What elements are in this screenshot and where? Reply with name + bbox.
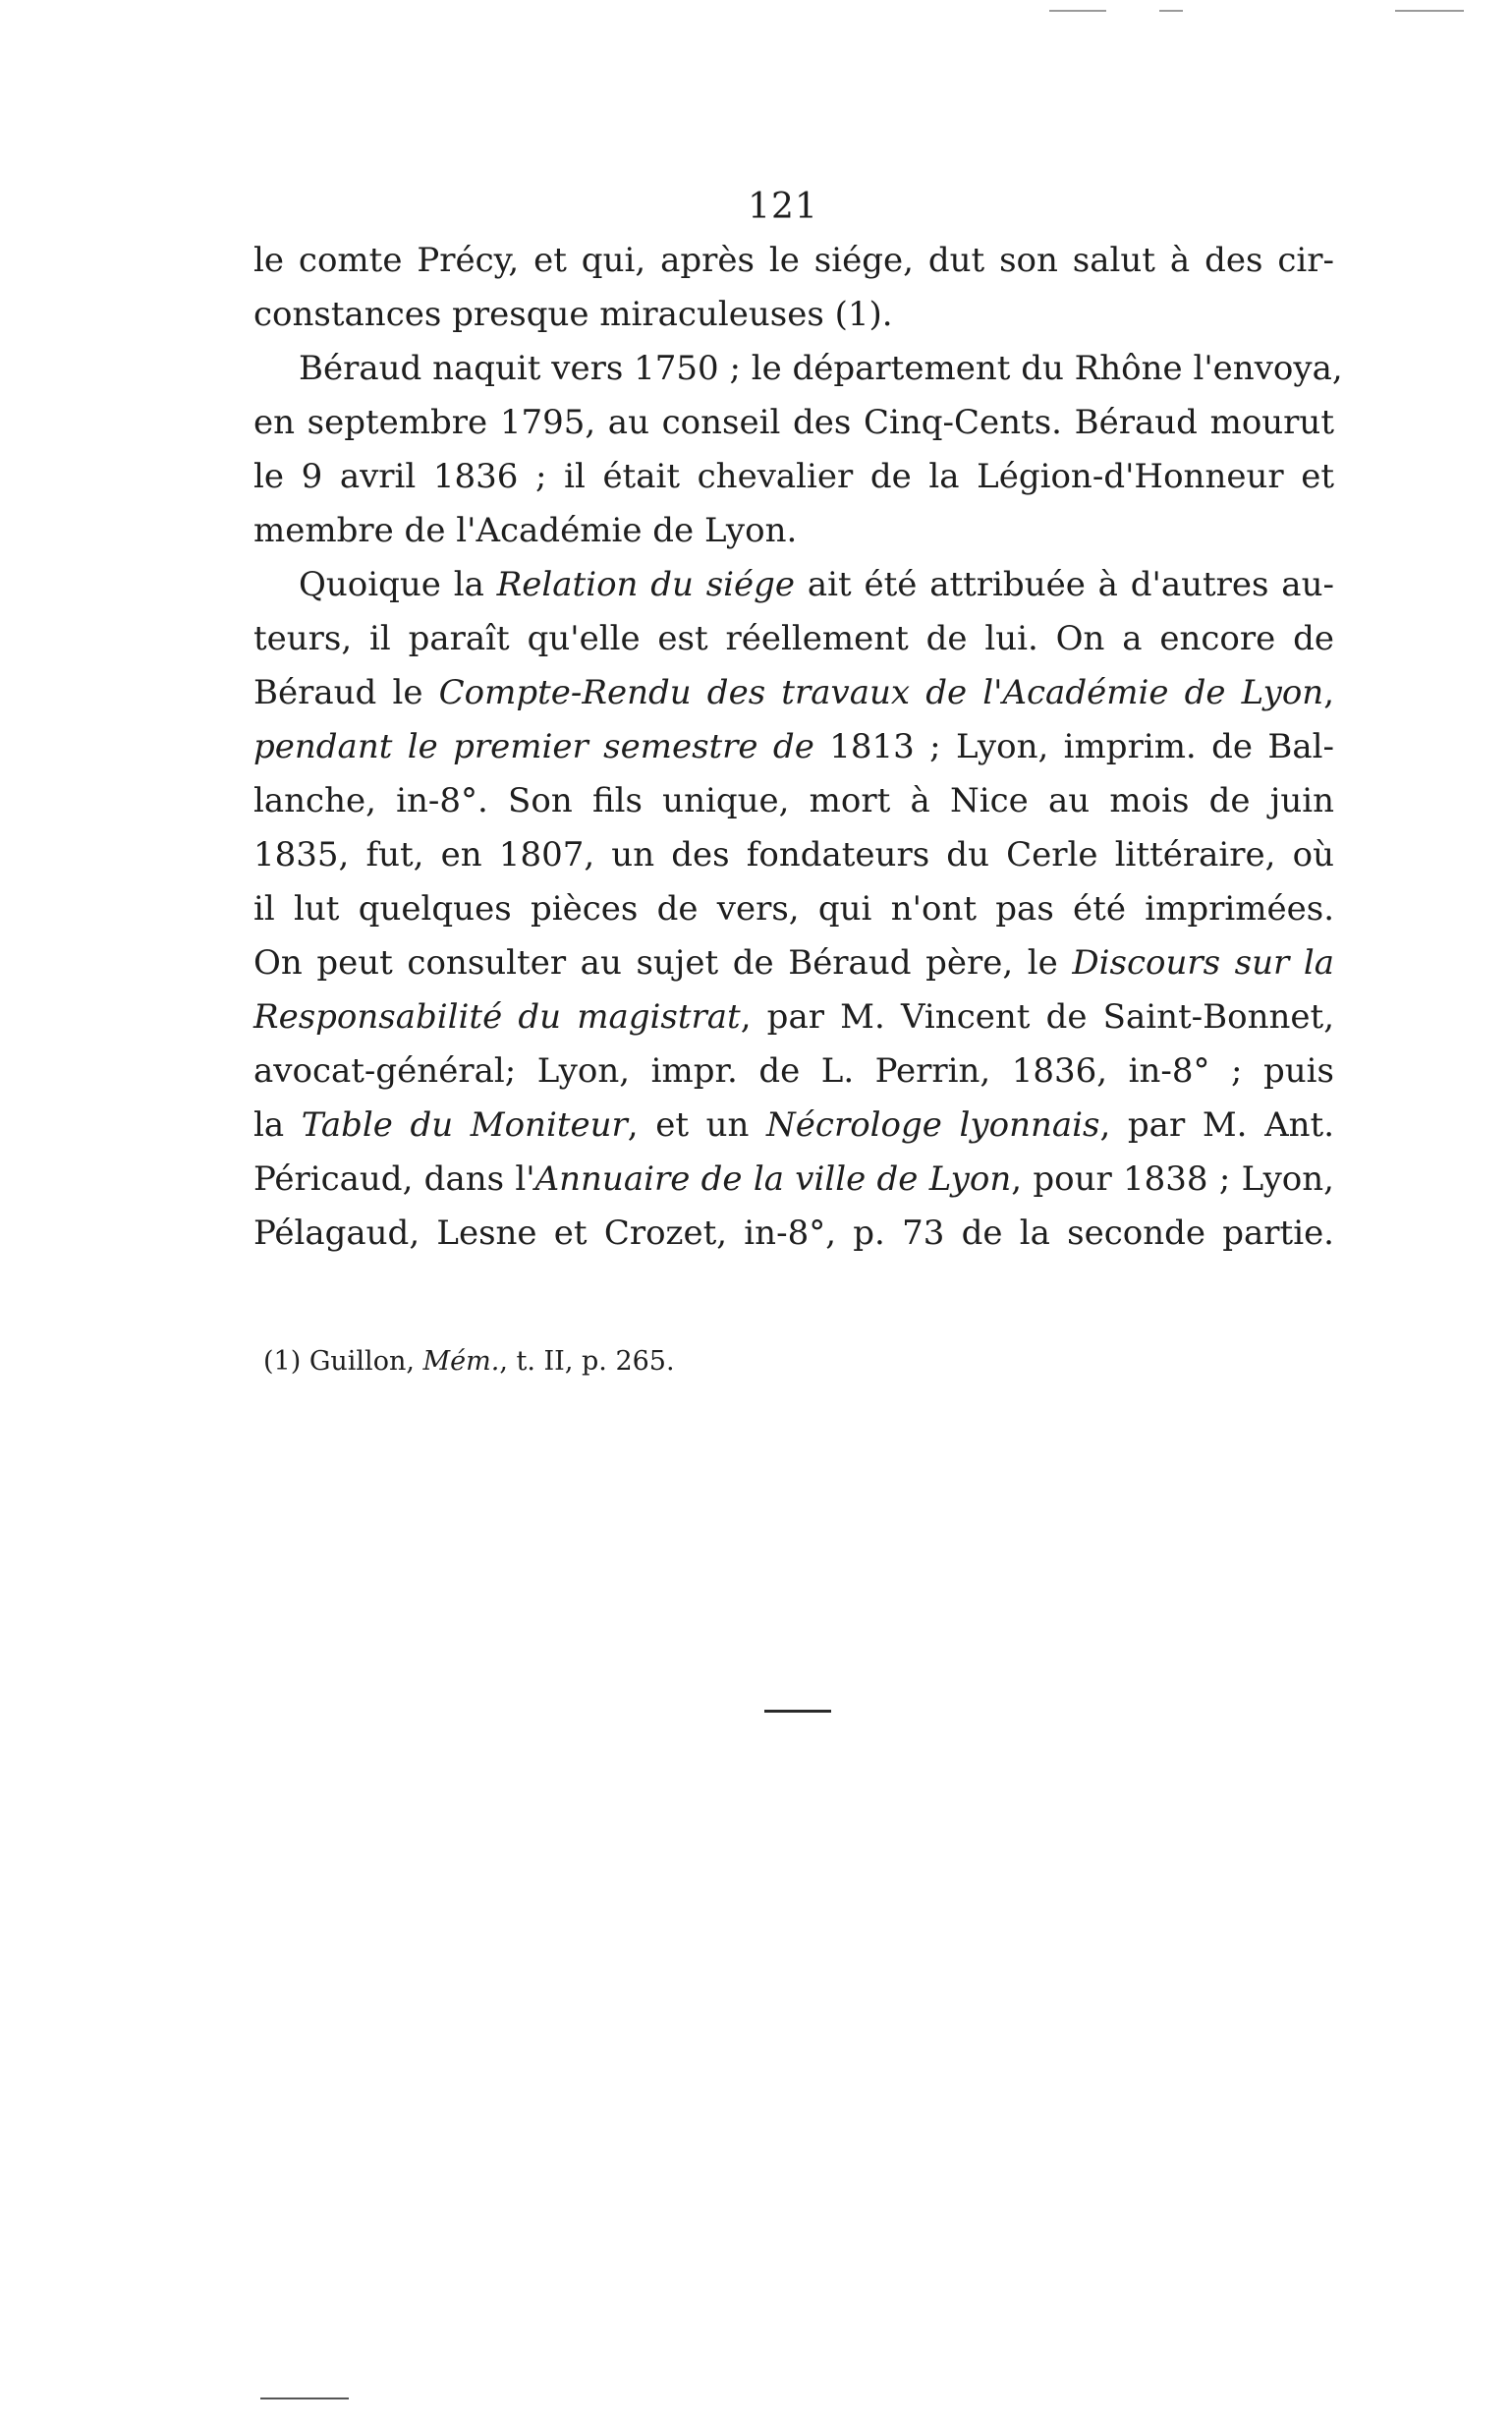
italic-text: Discours sur la [1072, 943, 1334, 983]
text-run: constances presque miraculeuses (1). [253, 295, 893, 334]
end-rule [764, 1710, 831, 1713]
text-run: , par M. Vincent de Saint-Bonnet, [740, 997, 1335, 1037]
text-run: teurs, il paraît qu'elle est réellement de lui. On a encore de [253, 619, 1334, 658]
text-line [253, 504, 1334, 558]
text-run: la [253, 1105, 302, 1145]
text-run: On peut consulter au sujet de Béraud père, le [253, 943, 1073, 983]
text-line [253, 720, 1334, 774]
text-line [253, 450, 1334, 504]
text-run: , et un [627, 1105, 767, 1145]
italic-text: Responsabilité du magistrat [253, 997, 741, 1037]
text-line [253, 774, 1334, 828]
text-line [253, 396, 1334, 450]
text-run: 1835, fut, en 1807, un des fondateurs du Cerle littéraire, où [253, 835, 1334, 874]
text-run: , t. II, p. 265. [499, 1346, 675, 1377]
text-line [253, 1153, 1334, 1207]
body-text [253, 234, 1343, 1261]
text-run: membre de l'Académie de Lyon. [253, 511, 798, 550]
text-line [253, 828, 1334, 882]
text-run: , par M. Ant. [1099, 1105, 1335, 1145]
text-line [253, 882, 1334, 936]
text-run: Béraud naquit vers 1750 ; le département du Rhône l'envoya, [299, 349, 1343, 388]
text-run: il lut quelques pièces de vers, qui n'ont pas été imprimées. [253, 889, 1334, 929]
text-run: le comte Précy, et qui, après le siége, dut son salut à des cir- [253, 241, 1334, 280]
italic-text: pendant le premier semestre de [253, 727, 814, 766]
text-run: en septembre 1795, au conseil des Cinq-Cents. Béraud mourut [253, 403, 1334, 442]
text-run: Béraud le [253, 673, 439, 712]
footnote [263, 1346, 675, 1377]
text-line [253, 612, 1334, 666]
text-run: Péricaud, dans l' [253, 1159, 535, 1199]
text-run: avocat-général; Lyon, impr. de L. Perrin, 1836, in-8° ; puis [253, 1051, 1334, 1091]
text-run: 1813 ; Lyon, imprim. de Bal- [813, 727, 1334, 766]
italic-text: Compte-Rendu des travaux de l'Académie de Lyon [438, 673, 1324, 712]
text-run: ait été attribuée à d'autres au- [795, 565, 1334, 604]
italic-text: Relation du siége [496, 565, 796, 604]
text-line [253, 1207, 1334, 1261]
text-run: , [1323, 673, 1335, 712]
text-line [253, 936, 1334, 990]
text-line [253, 1044, 1334, 1099]
scan-edge-mark [1159, 10, 1183, 12]
italic-text: Mém. [422, 1346, 500, 1377]
text-run: Pélagaud, Lesne et Crozet, in-8°, p. 73 de la seconde partie. [253, 1213, 1334, 1253]
text-run: lanche, in-8°. Son fils unique, mort à Nice au mois de juin [253, 781, 1334, 820]
scan-edge-mark [1049, 10, 1106, 12]
text-line [253, 234, 1334, 288]
text-run: (1) Guillon, [263, 1346, 423, 1377]
italic-text: Nécrologe lyonnais [766, 1105, 1100, 1145]
text-line [253, 990, 1334, 1044]
scan-edge-mark [260, 2398, 349, 2399]
text-line [253, 558, 1334, 612]
page-number: 121 [748, 187, 818, 227]
text-run: Quoique la [299, 565, 497, 604]
text-line [253, 666, 1334, 720]
text-line [253, 288, 1334, 342]
text-line [253, 342, 1343, 396]
scan-edge-mark [1395, 10, 1464, 12]
text-run: le 9 avril 1836 ; il était chevalier de la Légion-d'Honneur et [253, 457, 1334, 496]
text-line [253, 1099, 1334, 1153]
italic-text: Annuaire de la ville de Lyon [534, 1159, 1012, 1199]
italic-text: Table du Moniteur [301, 1105, 628, 1145]
text-run: , pour 1838 ; Lyon, [1011, 1159, 1334, 1199]
